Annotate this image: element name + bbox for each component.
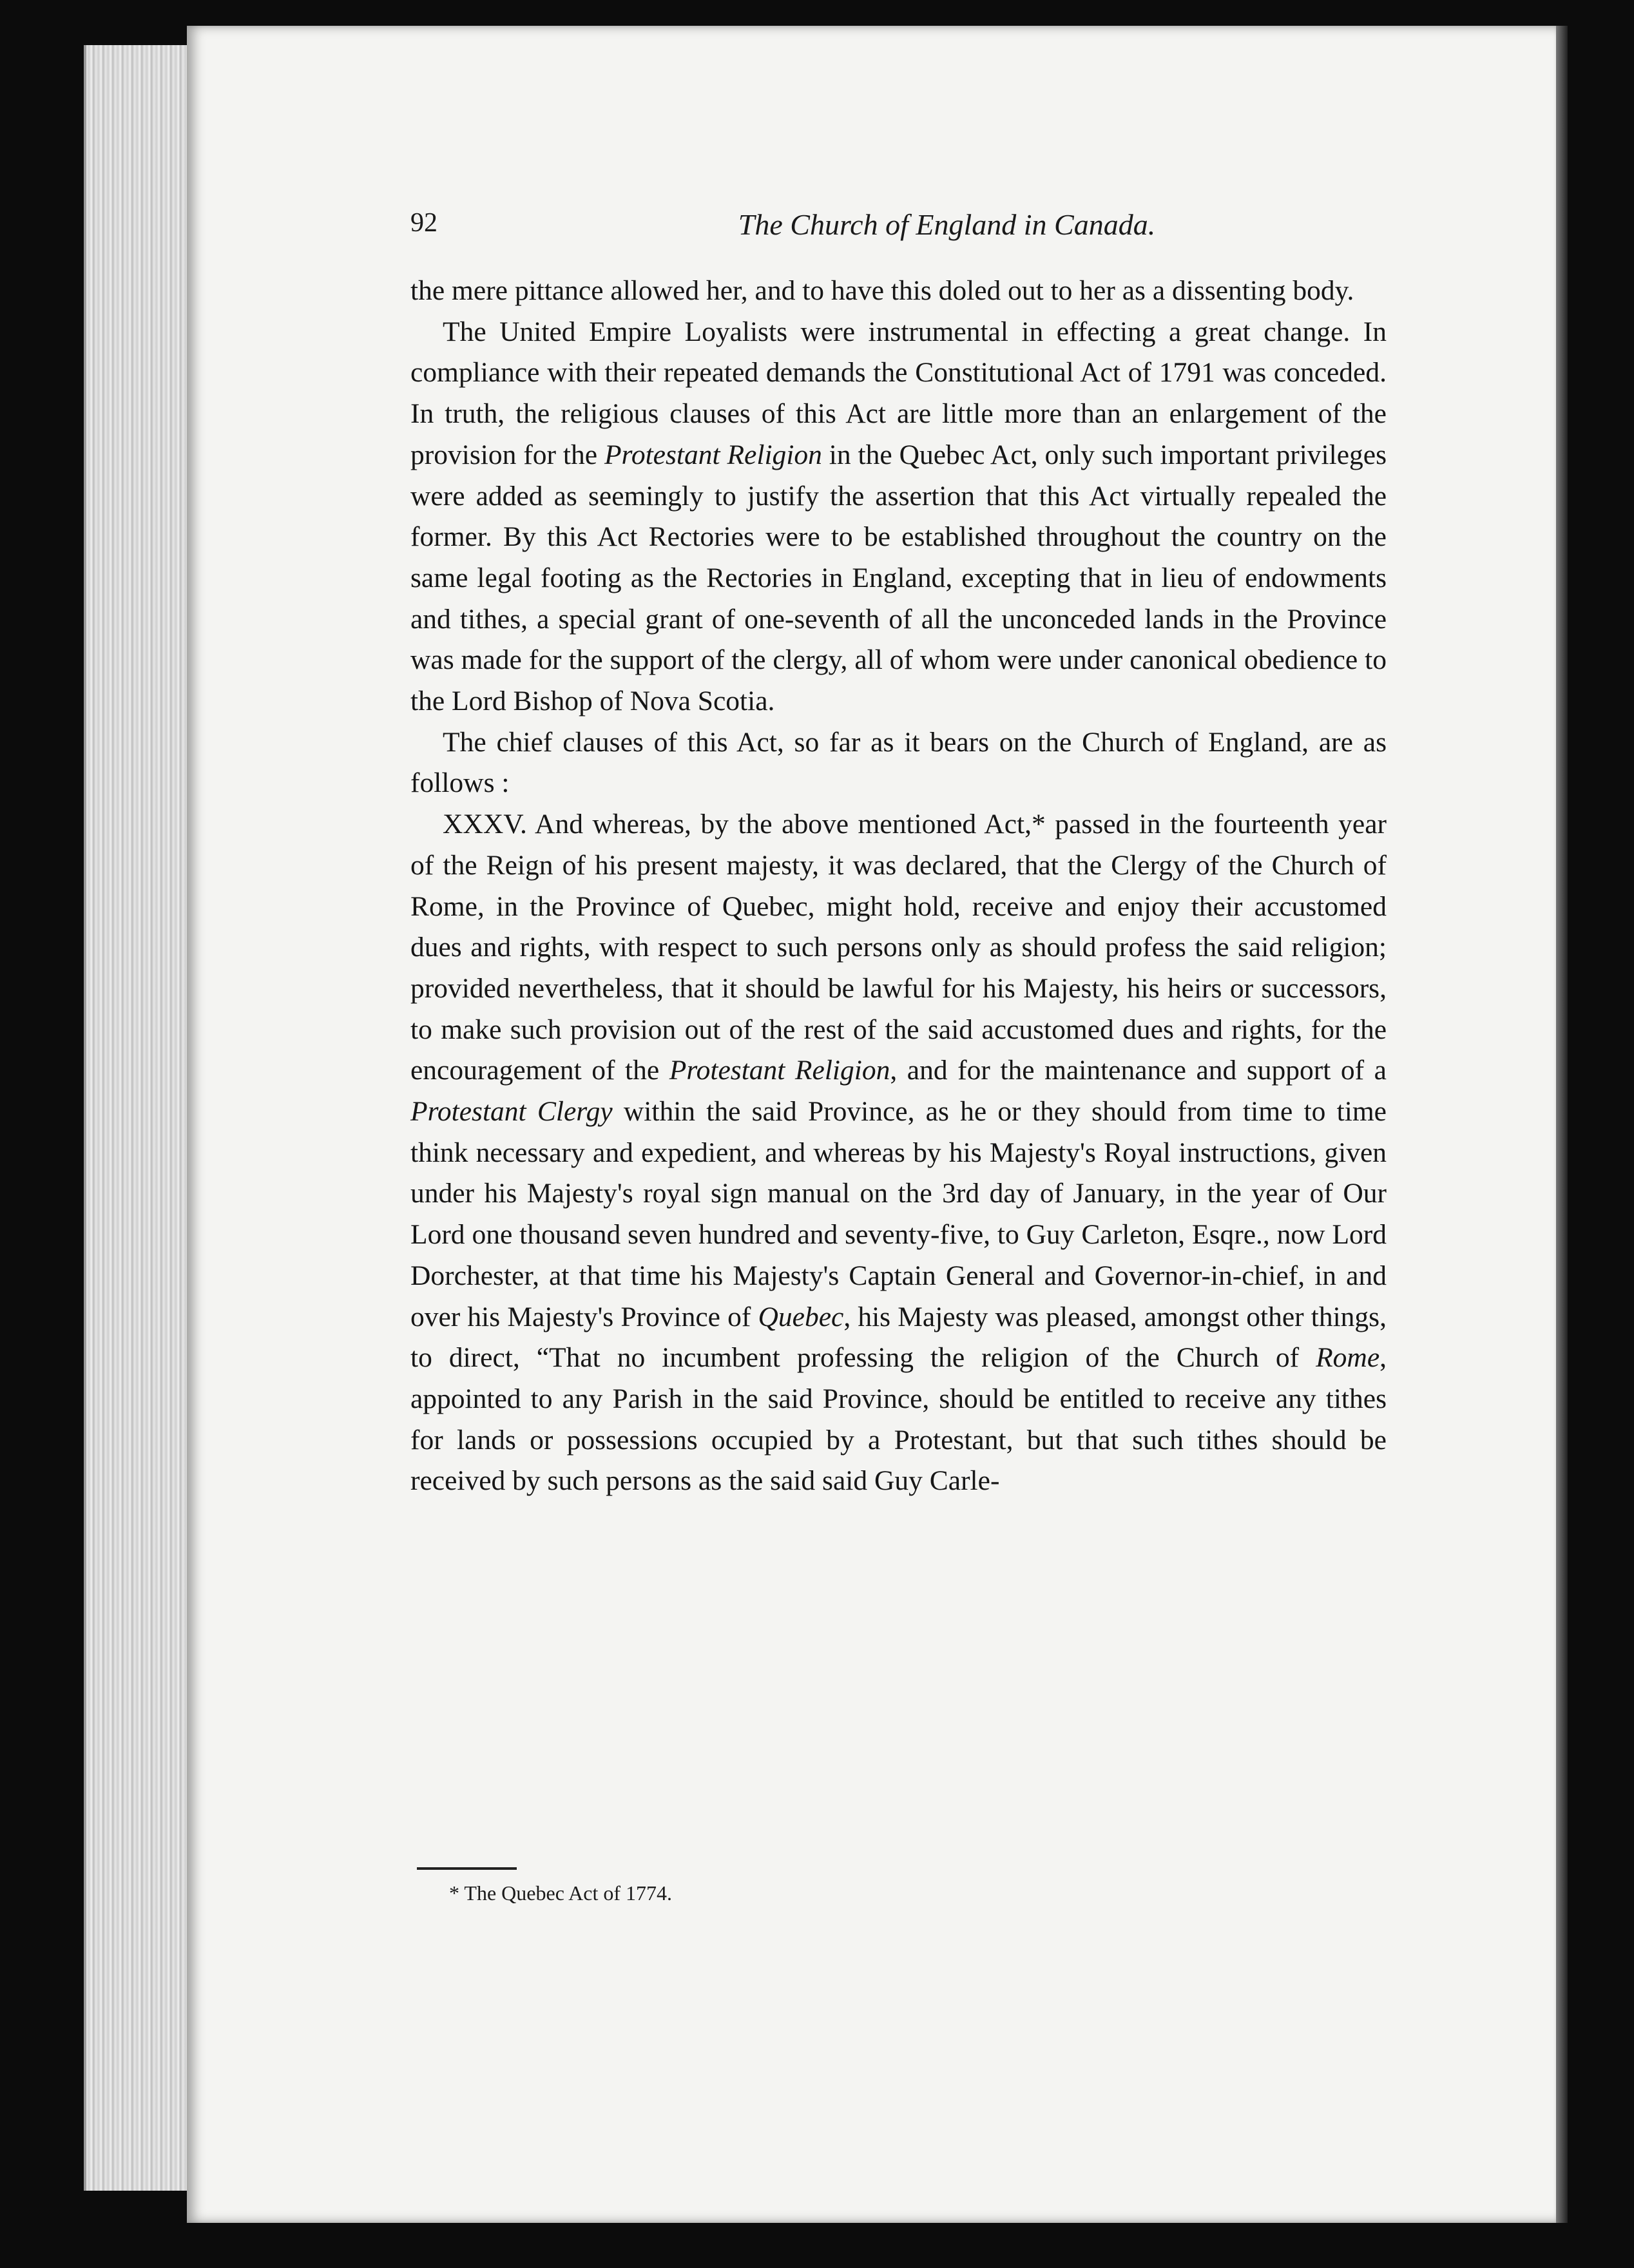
- running-title: The Church of England in Canada.: [738, 208, 1156, 241]
- body-text: [410, 271, 1387, 1502]
- paragraph-4: XXXV. And whereas, by the above mentioned Act,* passed in the fourteenth year of the Reign of his present majesty, it was declared, that the Clergy of the Church of Rome, in the Province of Quebec, might hold, receive and enjoy their accustomed dues and rights, with respect to such persons only as should profess the said religion; provided nevertheless, that it should be lawful for his Majesty, his heirs or successors, to make such provision out of the rest of the said accustomed dues and rights, for the encouragement of the Protestant Religion, and for the maintenance and support of a Protestant Clergy within the said Province, as he or they should from time to time think necessary and expedient, and whereas by his Majesty's Royal instructions, given under his Majesty's royal sign manual on the 3rd day of January, in the year of Our Lord one thousand seven hundred and seventy-five, to Guy Carleton, Esqre., now Lord Dorchester, at that time his Majesty's Captain General and Governor-in-chief, in and over his Majesty's Province of Quebec, his Majesty was pleased, amongst other things, to direct, “That no incumbent professing the religion of the Church of Rome, appointed to any Parish in the said Province, should be entitled to receive any tithes for lands or possessions occupied by a Protestant, but that such tithes should be received by such persons as the said said Guy Carle-: [410, 809, 1387, 1497]
- paragraph-1: the mere pittance allowed her, and to have this doled out to her as a dissenting body.: [410, 275, 1354, 306]
- footnote: * The Quebec Act of 1774.: [449, 1881, 672, 1905]
- running-head: [410, 207, 1387, 246]
- paragraph-3: The chief clauses of this Act, so far as it bears on the Church of England, are as follows :: [410, 726, 1387, 799]
- paragraph-2: The United Empire Loyalists were instrumental in effecting a great change. In compliance with their repeated demands the Constitutional Act of 1791 was conceded. In truth, the religious clauses of this Act are little more than an enlargement of the provision for the Protestant Religion in the Quebec Act, only such important privileges were added as seemingly to justify the assertion that this Act virtually repealed the former. By this Act Rectories were to be established throughout the country on the same legal footing as the Rectories in England, excepting that in lieu of endowments and tithes, a special grant of one-seventh of all the unconceded lands in the Province was made for the support of the clergy, all of whom were under canonical obedience to the Lord Bishop of Nova Scotia.: [410, 316, 1387, 717]
- page-gutter: [1556, 26, 1568, 2223]
- page-number: 92: [410, 208, 437, 238]
- footnote-rule: [417, 1867, 517, 1870]
